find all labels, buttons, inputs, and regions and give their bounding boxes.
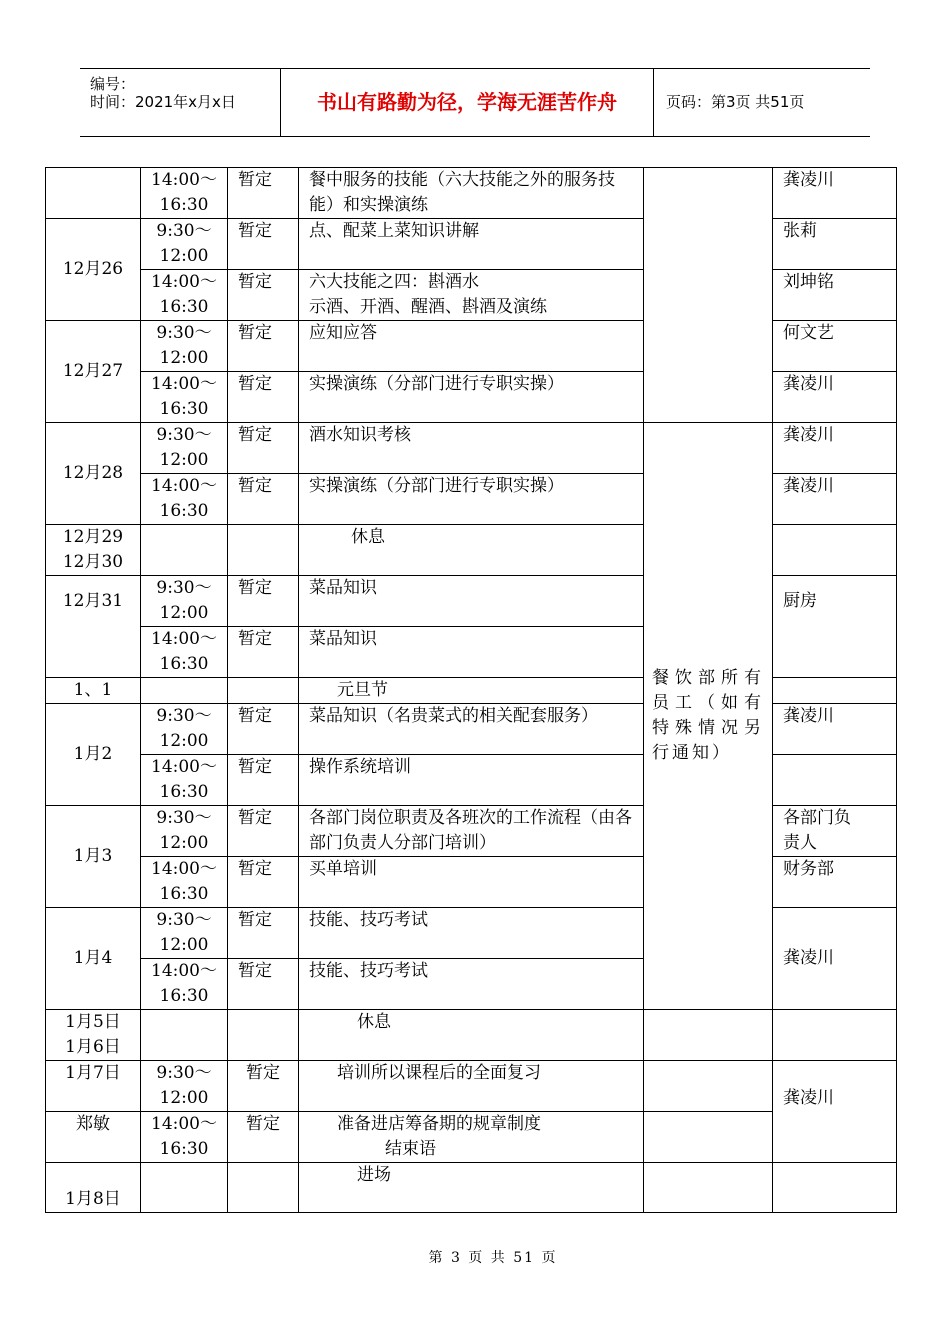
status-cell: 暂定 [228,908,299,959]
date-cell [46,525,141,576]
table-row [46,1163,897,1213]
content-line: 示酒、开酒、醒酒、斟酒及演练 [309,297,547,317]
time-cell: 14:00～ 16:30 [141,627,228,678]
status-cell: 暂定 [228,423,299,474]
status-cell: 暂定 [228,704,299,755]
training-schedule-table [45,167,897,1213]
status-cell: 暂定 [228,576,299,627]
time-cell [141,525,228,576]
time-cell: 14:00～ 16:30 [141,1112,228,1163]
content-cell: 技能、技巧考试 [299,908,644,959]
status-cell [228,678,299,704]
status-cell [228,525,299,576]
content-cell: 元旦节 [299,678,644,704]
content-line: 六大技能之四：斟酒水 [309,272,479,292]
content-cell: 操作系统培训 [299,755,644,806]
participants-cell [644,1163,773,1213]
status-cell: 暂定 [228,959,299,1010]
date-cell: 1月3 [46,806,141,908]
date-cell: 12月27 [46,321,141,423]
status-cell: 暂定 [228,372,299,423]
status-cell: 暂定 [228,474,299,525]
date-cell: 12月31 [46,576,141,678]
time-cell: 9:30～ 12:00 [141,219,228,270]
status-cell: 暂定 [228,219,299,270]
page-header [80,68,870,137]
trainer-cell [773,1163,897,1213]
date-cell: 1月2 [46,704,141,806]
status-cell: 暂定 [228,806,299,857]
participants-cell [644,1010,773,1061]
content-cell [299,270,644,321]
content-line: 准备进店筹备期的规章制度 [337,1114,541,1134]
participants-cell-group-1 [644,168,773,423]
status-cell [228,1163,299,1213]
trainer-cell: 龚凌川 [773,372,897,423]
date-cell: 12月28 [46,423,141,525]
page-footer: 第 3 页 共 51 页 [428,1250,558,1266]
time-cell: 14:00～ 16:30 [141,474,228,525]
status-cell: 暂定 [228,627,299,678]
time-cell: 14:00～ 16:30 [141,168,228,219]
time-cell: 9:30～ 12:00 [141,704,228,755]
status-cell: 暂定 [228,1112,299,1163]
date-cell: 郑敏 [46,1112,141,1163]
date-line: 1月5日 [65,1012,121,1032]
time-cell [141,678,228,704]
content-cell: 菜品知识 [299,576,644,627]
date-line: 12月30 [62,552,124,572]
content-cell: 技能、技巧考试 [299,959,644,1010]
content-line: 结束语 [385,1139,436,1159]
time-cell [141,1163,228,1213]
participants-cell [644,1061,773,1112]
status-cell [228,1010,299,1061]
status-cell: 暂定 [228,857,299,908]
time-cell: 14:00～ 16:30 [141,857,228,908]
trainer-cell: 龚凌川 [773,908,897,1010]
content-cell: 实操演练（分部门进行专职实操） [299,474,644,525]
content-cell: 应知应答 [299,321,644,372]
status-cell: 暂定 [228,321,299,372]
participants-cell-group-2: 餐饮部所有员工（如有特殊情况另行通知） [644,423,773,1010]
trainer-cell: 刘坤铭 [773,270,897,321]
content-cell: 休息 [299,1010,644,1061]
trainer-cell: 财务部 [773,857,897,908]
header-motto: 书山有路勤为径，学海无涯苦作舟 [281,69,654,136]
table-row [46,1112,897,1163]
date-cell: 12月26 [46,219,141,321]
date-cell: 1、1 [46,678,141,704]
time-cell: 9:30～ 12:00 [141,576,228,627]
trainer-cell: 各部门负责人 [773,806,897,857]
time-cell: 9:30～ 12:00 [141,321,228,372]
date-line: 12月29 [62,527,124,547]
trainer-cell: 龚凌川 [773,704,897,755]
content-cell: 酒水知识考核 [299,423,644,474]
trainer-cell [773,525,897,576]
time-cell [141,1010,228,1061]
trainer-cell: 张莉 [773,219,897,270]
trainer-cell [773,755,897,806]
table-row [46,1061,897,1112]
content-cell: 菜品知识（名贵菜式的相关配套服务） [299,704,644,755]
content-cell: 各部门岗位职责及各班次的工作流程（由各部门负责人分部门培训） [299,806,644,857]
time-cell: 14:00～ 16:30 [141,755,228,806]
time-cell: 9:30～ 12:00 [141,423,228,474]
date-cell [46,168,141,219]
content-cell: 菜品知识 [299,627,644,678]
date-cell: 1月8日 [46,1163,141,1213]
content-cell: 餐中服务的技能（六大技能之外的服务技能）和实操演练 [299,168,644,219]
time-cell: 9:30～ 12:00 [141,806,228,857]
content-cell: 点、配菜上菜知识讲解 [299,219,644,270]
time-cell: 9:30～ 12:00 [141,908,228,959]
content-cell: 实操演练（分部门进行专职实操） [299,372,644,423]
time-cell: 14:00～ 16:30 [141,959,228,1010]
content-cell: 培训所以课程后的全面复习 [299,1061,644,1112]
header-meta [80,69,281,136]
trainer-cell [773,1010,897,1061]
trainer-cell: 龚凌川 [773,423,897,474]
trainer-cell: 龚凌川 [773,1061,897,1163]
status-cell: 暂定 [228,168,299,219]
trainer-cell: 何文艺 [773,321,897,372]
date-cell: 1月7日 [46,1061,141,1112]
header-page-number: 页码：第3页 共51页 [666,93,805,111]
table-row [46,1010,897,1061]
trainer-cell: 厨房 [773,576,897,678]
content-cell [299,1112,644,1163]
trainer-cell: 龚凌川 [773,474,897,525]
date-cell: 1月4 [46,908,141,1010]
document-number-label: 编号： [90,75,136,93]
table-row [46,423,897,474]
date-line: 1月6日 [65,1037,121,1057]
participants-cell [644,1112,773,1163]
table-row [46,168,897,219]
status-cell: 暂定 [228,755,299,806]
document-date-label: 时间：2021年x月x日 [90,93,236,111]
trainer-cell [773,678,897,704]
date-cell [46,1010,141,1061]
content-cell: 进场 [299,1163,644,1213]
time-cell: 14:00～ 16:30 [141,372,228,423]
trainer-cell: 龚凌川 [773,168,897,219]
status-cell: 暂定 [228,1061,299,1112]
time-cell: 9:30～ 12:00 [141,1061,228,1112]
content-cell: 休息 [299,525,644,576]
time-cell: 14:00～ 16:30 [141,270,228,321]
status-cell: 暂定 [228,270,299,321]
content-cell: 买单培训 [299,857,644,908]
